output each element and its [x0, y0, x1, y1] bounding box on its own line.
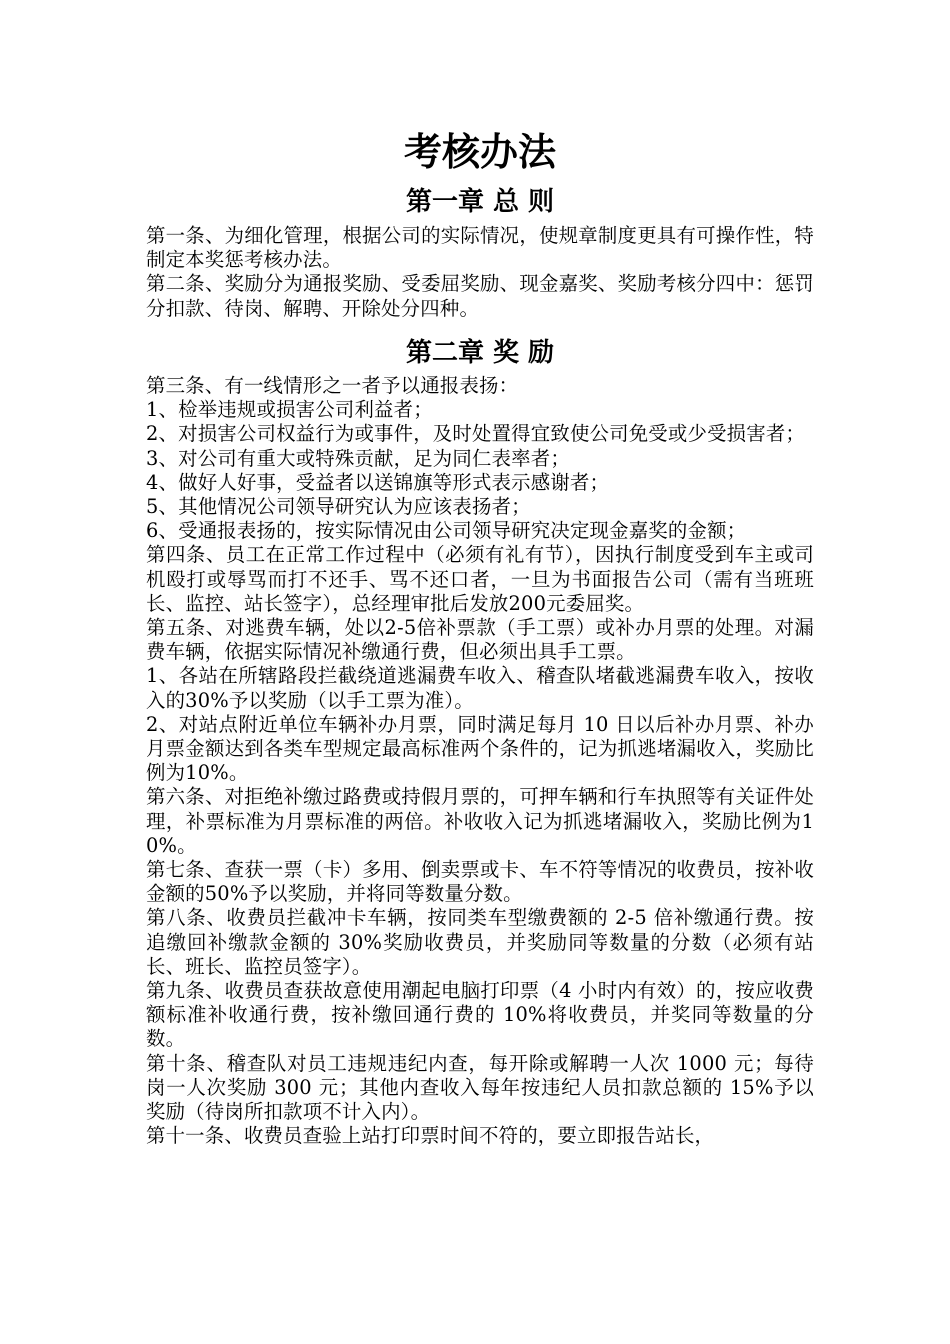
article-10: 第十条、稽查队对员工违规违纪内查，每开除或解聘一人次 1000 元；每待岗一人次奖励 300 元；其他内查收入每年按违纪人员扣款总额的 15%予以奖励（待岗所扣款项不计入内）。	[146, 1051, 814, 1124]
list-item: 4、做好人好事，受益者以送锦旗等形式表示感谢者；	[146, 470, 610, 494]
article-11: 第十一条、收费员查验上站打印票时间不符的，要立即报告站长，	[146, 1124, 715, 1148]
chapter-2-heading: 第二章 奖 励	[405, 338, 555, 368]
article-9: 第九条、收费员查获故意使用潮起电脑打印票（4 小时内有效）的，按应收费额标准补收通行费，按补缴回通行费的 10%将收费员，并奖同等数量的分数。	[146, 979, 814, 1051]
article-6: 第六条、对拒绝补缴过路费或持假月票的，可押车辆和行车执照等有关证件处理，补票标准为月票标准的两倍。补收收入记为抓逃堵漏收入，奖励比例为10%。	[146, 785, 814, 857]
list-item: 5、其他情况公司领导研究认为应该表扬者；	[146, 495, 531, 519]
chapter-1-body	[146, 224, 814, 321]
article-8: 第八条、收费员拦截冲卡车辆，按同类车型缴费额的 2-5 倍补缴通行费。按追缴回补缴款金额的 30%奖励收费员，并奖励同等数量的分数（必须有站长、班长、监控员签字）。	[146, 906, 814, 978]
list-item: 3、对公司有重大或特殊贡献，足为同仁表率者；	[146, 446, 570, 470]
list-item: 2、对损害公司权益行为或事件，及时处置得宜致使公司免受或少受损害者；	[146, 422, 806, 446]
chapter-2-body	[146, 374, 814, 1149]
list-item: 1、各站在所辖路段拦截绕道逃漏费车收入、稽查队堵截逃漏费车收入，按收入的30%予以奖励（以手工票为准）。	[146, 664, 814, 712]
article-2: 第二条、奖励分为通报奖励、受委屈奖励、现金嘉奖、奖励考核分四中：惩罚分扣款、待岗、解聘、开除处分四种。	[146, 272, 814, 320]
list-item: 2、对站点附近单位车辆补办月票，同时满足每月 10 日以后补办月票、补办月票金额达到各类车型规定最高标准两个条件的，记为抓逃堵漏收入，奖励比例为10%。	[146, 712, 814, 785]
chapter-1-heading: 第一章 总 则	[405, 187, 555, 217]
article-7: 第七条、查获一票（卡）多用、倒卖票或卡、车不符等情况的收费员，按补收金额的50%予以奖励，并将同等数量分数。	[146, 858, 814, 906]
list-item: 1、检举违规或损害公司利益者；	[146, 398, 433, 422]
article-4: 第四条、员工在正常工作过程中（必须有礼有节），因执行制度受到车主或司机殴打或辱骂而打不还手、骂不还口者，一旦为书面报告公司（需有当班班长、监控、站长签字），总经理审批后发放200元委屈奖。	[146, 543, 814, 615]
article-1: 第一条、为细化管理，根据公司的实际情况，使规章制度更具有可操作性，特制定本奖惩考核办法。	[146, 224, 814, 272]
document-title: 考核办法	[403, 129, 556, 174]
article-3: 第三条、有一线情形之一者予以通报表扬：	[146, 374, 519, 397]
article-5: 第五条、对逃费车辆，处以2-5倍补票款（手工票）或补办月票的处理。对漏费车辆，依据实际情况补缴通行费，但必须出具手工票。	[146, 616, 814, 664]
list-item: 6、受通报表扬的，按实际情况由公司领导研究决定现金嘉奖的金额；	[146, 519, 747, 543]
